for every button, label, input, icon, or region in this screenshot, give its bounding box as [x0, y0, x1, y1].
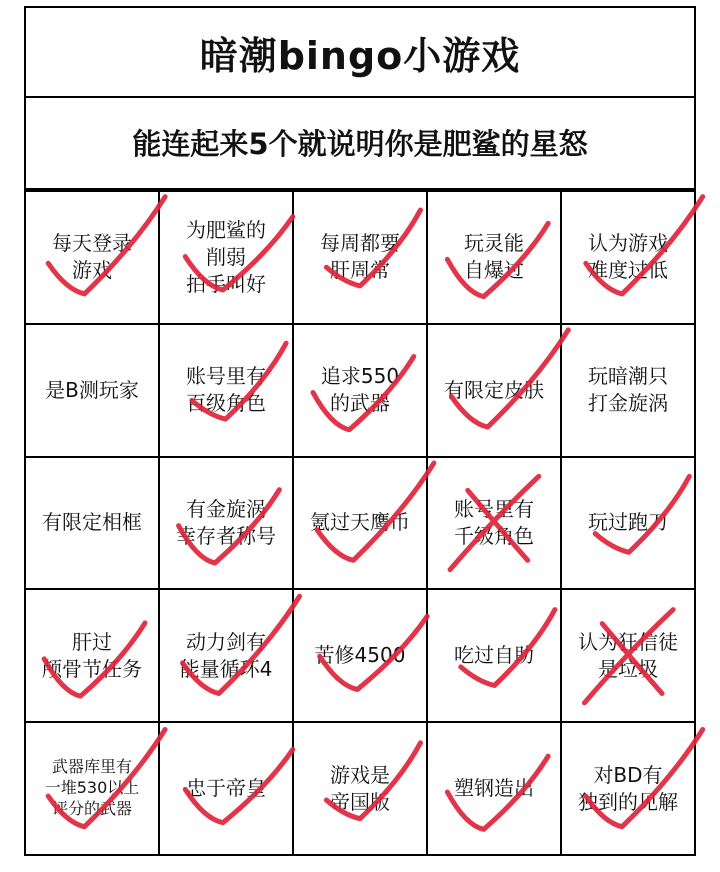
bingo-cell-11: 有限定相框	[26, 458, 160, 591]
bingo-board	[24, 6, 696, 856]
bingo-cell-18: 苦修4500	[294, 590, 428, 723]
bingo-cell-7: 账号里有 百级角色	[160, 325, 294, 458]
bingo-cell-15: 玩过跑刀	[562, 458, 696, 591]
bingo-title: 暗潮bingo小游戏	[24, 6, 696, 98]
bingo-subtitle: 能连起来5个就说明你是肥鲨的星怒	[24, 96, 696, 190]
bingo-cell-2: 为肥鲨的 削弱 拍手叫好	[160, 192, 294, 325]
bingo-cell-4: 玩灵能 自爆过	[428, 192, 562, 325]
bingo-cell-16: 肝过 颅骨节任务	[26, 590, 160, 723]
bingo-cell-21: 武器库里有 一堆530以上 评分的武器	[26, 723, 160, 856]
bingo-cell-5: 认为游戏 难度过低	[562, 192, 696, 325]
bingo-cell-8: 追求550 的武器	[294, 325, 428, 458]
bingo-cell-19: 吃过自助	[428, 590, 562, 723]
bingo-cell-23: 游戏是 帝国版	[294, 723, 428, 856]
bingo-cell-20: 认为狂信徒 是垃圾	[562, 590, 696, 723]
bingo-cell-22: 忠于帝皇	[160, 723, 294, 856]
bingo-cell-9: 有限定皮肤	[428, 325, 562, 458]
bingo-cell-1: 每天登录 游戏	[26, 192, 160, 325]
bingo-cell-13: 氪过天鹰币	[294, 458, 428, 591]
bingo-cell-24: 塑钢造出	[428, 723, 562, 856]
bingo-cell-17: 动力剑有 能量循环4	[160, 590, 294, 723]
bingo-cell-6: 是B测玩家	[26, 325, 160, 458]
bingo-cell-10: 玩暗潮只 打金旋涡	[562, 325, 696, 458]
bingo-cell-25: 对BD有 独到的见解	[562, 723, 696, 856]
bingo-cell-3: 每周都要 肝周常	[294, 192, 428, 325]
bingo-cell-14: 账号里有 千级角色	[428, 458, 562, 591]
bingo-grid	[24, 190, 696, 856]
bingo-cell-12: 有金旋涡 幸存者称号	[160, 458, 294, 591]
